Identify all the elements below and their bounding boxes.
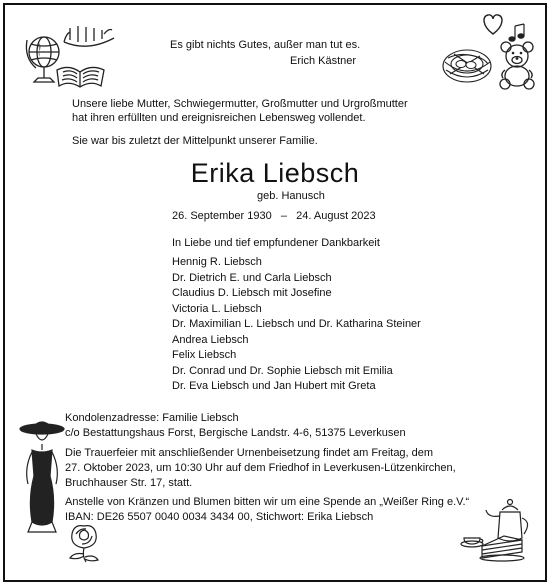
donation-line-2: IBAN: DE26 5507 0040 0034 3434 00, Stichwort: Erika Liebsch	[65, 511, 374, 523]
mourner-name: Felix Liebsch	[172, 349, 237, 361]
donation-line-1: Anstelle von Kränzen und Blumen bitten wir um eine Spende an „Weißer Ring e.V.“	[65, 496, 470, 508]
mourner-name: Victoria L. Liebsch	[172, 302, 262, 315]
bird-nest-icon	[440, 40, 495, 88]
intro-line-2: hat ihren erfüllten und ereignisreichen Lebensweg vollendet.	[72, 112, 366, 124]
quote-author: Erich Kästner	[290, 55, 357, 67]
birth-name: geb. Hanusch	[257, 190, 325, 202]
mourner-name: Dr. Maximilian L. Liebsch und Dr. Katharina Steiner	[172, 318, 421, 330]
service-line-3: Bruchhauser Str. 17, statt.	[65, 477, 193, 489]
mourner-name: Claudius D. Liebsch mit Josefine	[172, 287, 332, 299]
boat-icon	[60, 22, 118, 52]
mourner-name: Hennig R. Liebsch	[172, 256, 262, 268]
quote-text: Es gibt nichts Gutes, außer man tut es.	[170, 39, 361, 51]
funeral-home-address: c/o Bestattungshaus Forst, Bergische Landstr. 4-6, 51375 Leverkusen	[65, 427, 406, 439]
mourners-intro: In Liebe und tief empfundener Dankbarkeit	[172, 237, 380, 249]
mourner-name: Dr. Conrad und Dr. Sophie Liebsch mit Emilia	[172, 364, 393, 377]
deceased-name: Erika Liebsch	[190, 158, 360, 188]
intro-line-1: Unsere liebe Mutter, Schwiegermutter, Großmutter und Urgroßmutter	[72, 98, 408, 110]
service-line-2: 27. Oktober 2023, um 10:30 Uhr auf dem Friedhof in Leverkusen-Lützenkirchen,	[65, 462, 456, 474]
lady-with-hat-icon	[18, 418, 66, 536]
intro-line-3: Sie war bis zuletzt der Mittelpunkt unserer Familie.	[72, 135, 318, 147]
mourner-name: Dr. Eva Liebsch und Jan Hubert mit Greta	[172, 380, 376, 392]
mourner-name: Andrea Liebsch	[172, 333, 249, 346]
open-book-icon	[53, 60, 108, 92]
life-dates: 26. September 1930 – 24. August 2023	[172, 210, 376, 222]
rose-icon	[64, 520, 104, 564]
mourners-list	[172, 255, 421, 395]
cake-icon	[478, 532, 526, 562]
heart-icon	[480, 12, 506, 36]
mourner-name: Dr. Dietrich E. und Carla Liebsch	[172, 271, 332, 284]
teddy-bear-icon	[497, 40, 537, 90]
service-line-1: Die Trauerfeier mit anschließender Urnenbeisetzung findet am Freitag, dem	[65, 447, 434, 459]
condolence-address: Kondolenzadresse: Familie Liebsch	[65, 412, 239, 424]
